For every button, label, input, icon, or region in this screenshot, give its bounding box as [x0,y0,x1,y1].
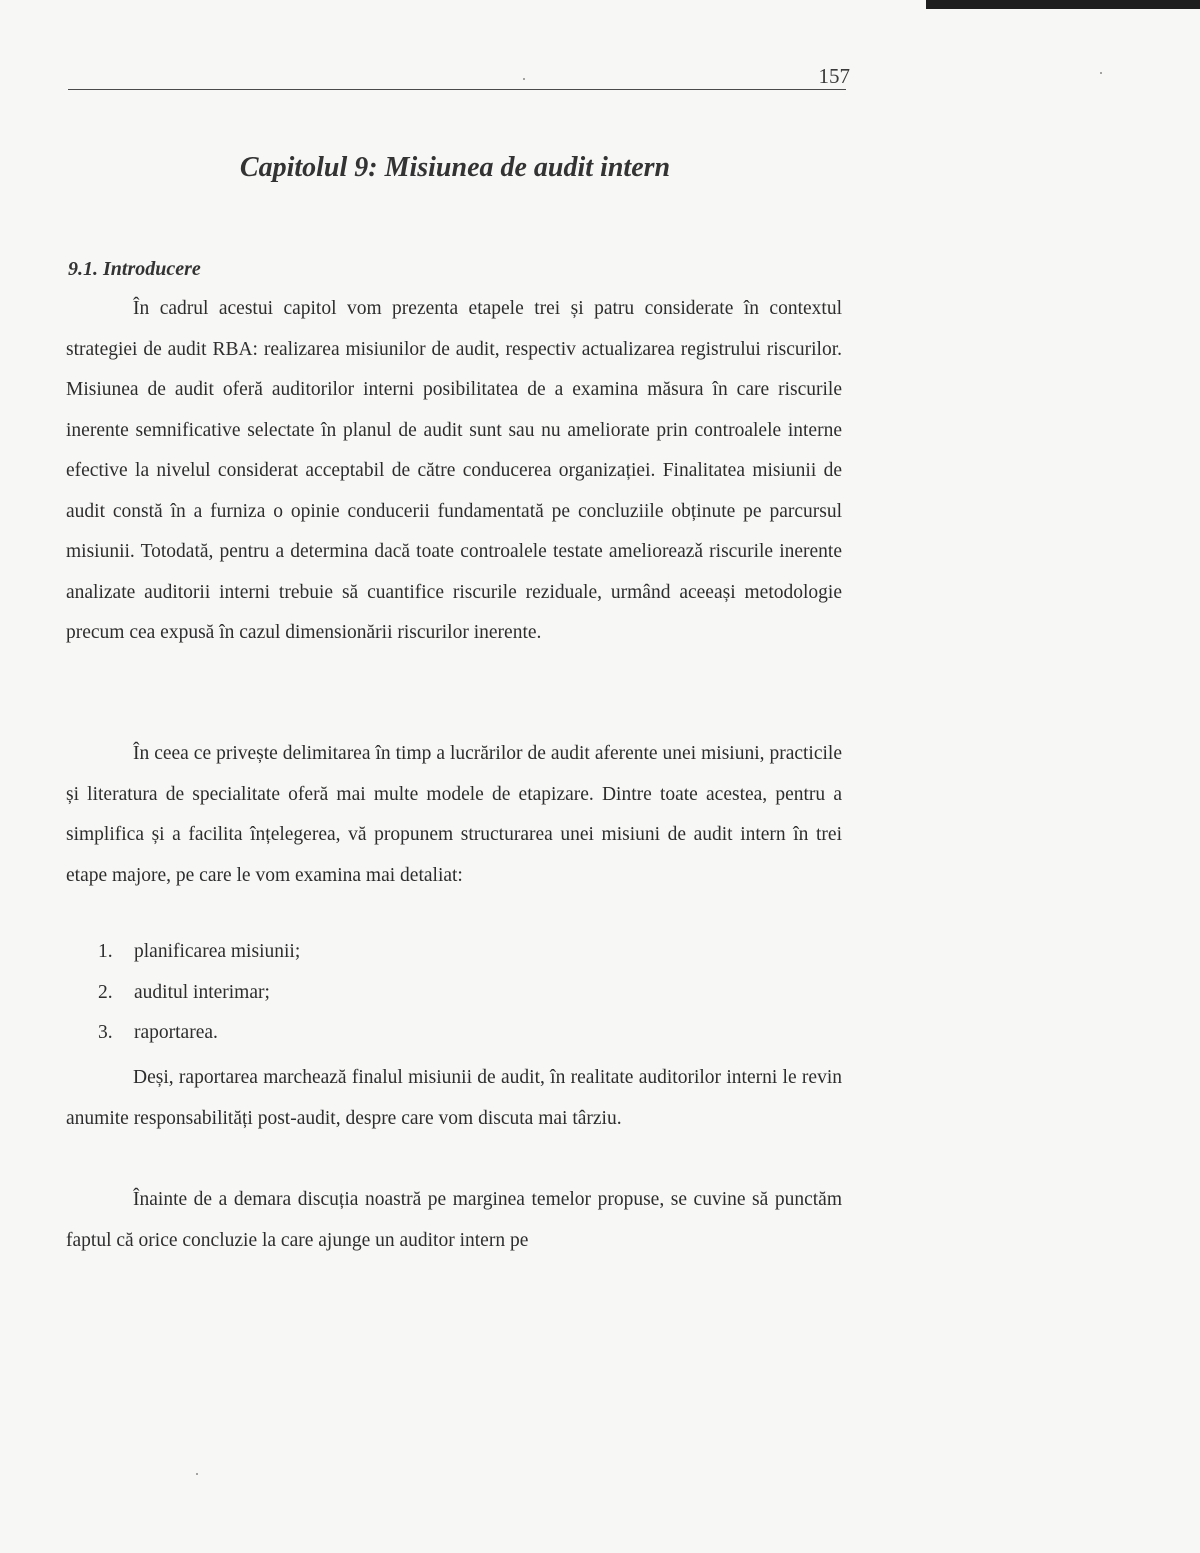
scan-corner-shadow [926,0,1200,9]
list-item [98,973,300,1014]
list-item-text: raportarea. [134,1022,218,1043]
chapter-title: Capitolul 9: Misiunea de audit intern [239,152,671,183]
list-item [98,1013,300,1054]
list-item-text: planificarea misiunii; [134,941,301,962]
list-item-number: 1. [98,941,113,962]
stages-list [98,932,300,1054]
scan-speck [523,78,525,80]
list-item [98,932,300,973]
scan-speck [1100,72,1102,74]
page-number: 157 [818,64,850,88]
paragraph-stages: În ceea ce privește delimitarea în timp a lucrărilor de audit aferente unei misiuni, practicile și literatura de specialitate oferă mai multe modele de etapizare. Dintre toate acestea, pentru a simplifica și a facilita înțelegerea, vă propunem structurarea unei misiuni de audit intern în trei etape majore, pe care le vom examina mai detaliat: [66,743,842,886]
paragraph-conclusion: Înainte de a demara discuția noastră pe marginea temelor propuse, se cuvine să punctăm faptul că orice concluzie la care ajunge un auditor intern pe [66,1189,842,1251]
scan-speck [196,1473,198,1475]
paragraph-intro: În cadrul acestui capitol vom prezenta etapele trei și patru considerate în contextul strategiei de audit RBA: realizarea misiunilor de audit, respectiv actualizarea registrului riscurilor. Misiunea de audit oferă auditorilor interni posibilitatea de a examina măsura în care riscurile inerente semnificative selectate în planul de audit sunt sau nu ameliorate prin controalele interne efective la nivelul considerat acceptabil de către conducerea organizației. Finalitatea misiunii de audit constă în a furniza o opinie conducerii fundamentată pe concluziile obținute pe parcursul misiunii. Totodată, pentru a determina dacă toate controalele testate amelioreazǎ riscurile inerente analizate auditorii interni trebuie să cuantifice riscurile reziduale, urmând aceeași metodologie precum cea expusă în cazul dimensionării riscurilor inerente. [66,298,842,643]
header-rule [68,89,846,90]
list-item-text: auditul interimar; [134,981,270,1003]
paragraph-post-audit: Deși, raportarea marchează finalul misiunii de audit, în realitate auditorilor interni le revin anumite responsabilități post-audit, despre care vom discuta mai târziu. [66,1067,842,1129]
section-heading: 9.1. Introducere [68,258,201,280]
list-item-number: 3. [98,1022,113,1043]
list-item-number: 2. [98,981,113,1003]
